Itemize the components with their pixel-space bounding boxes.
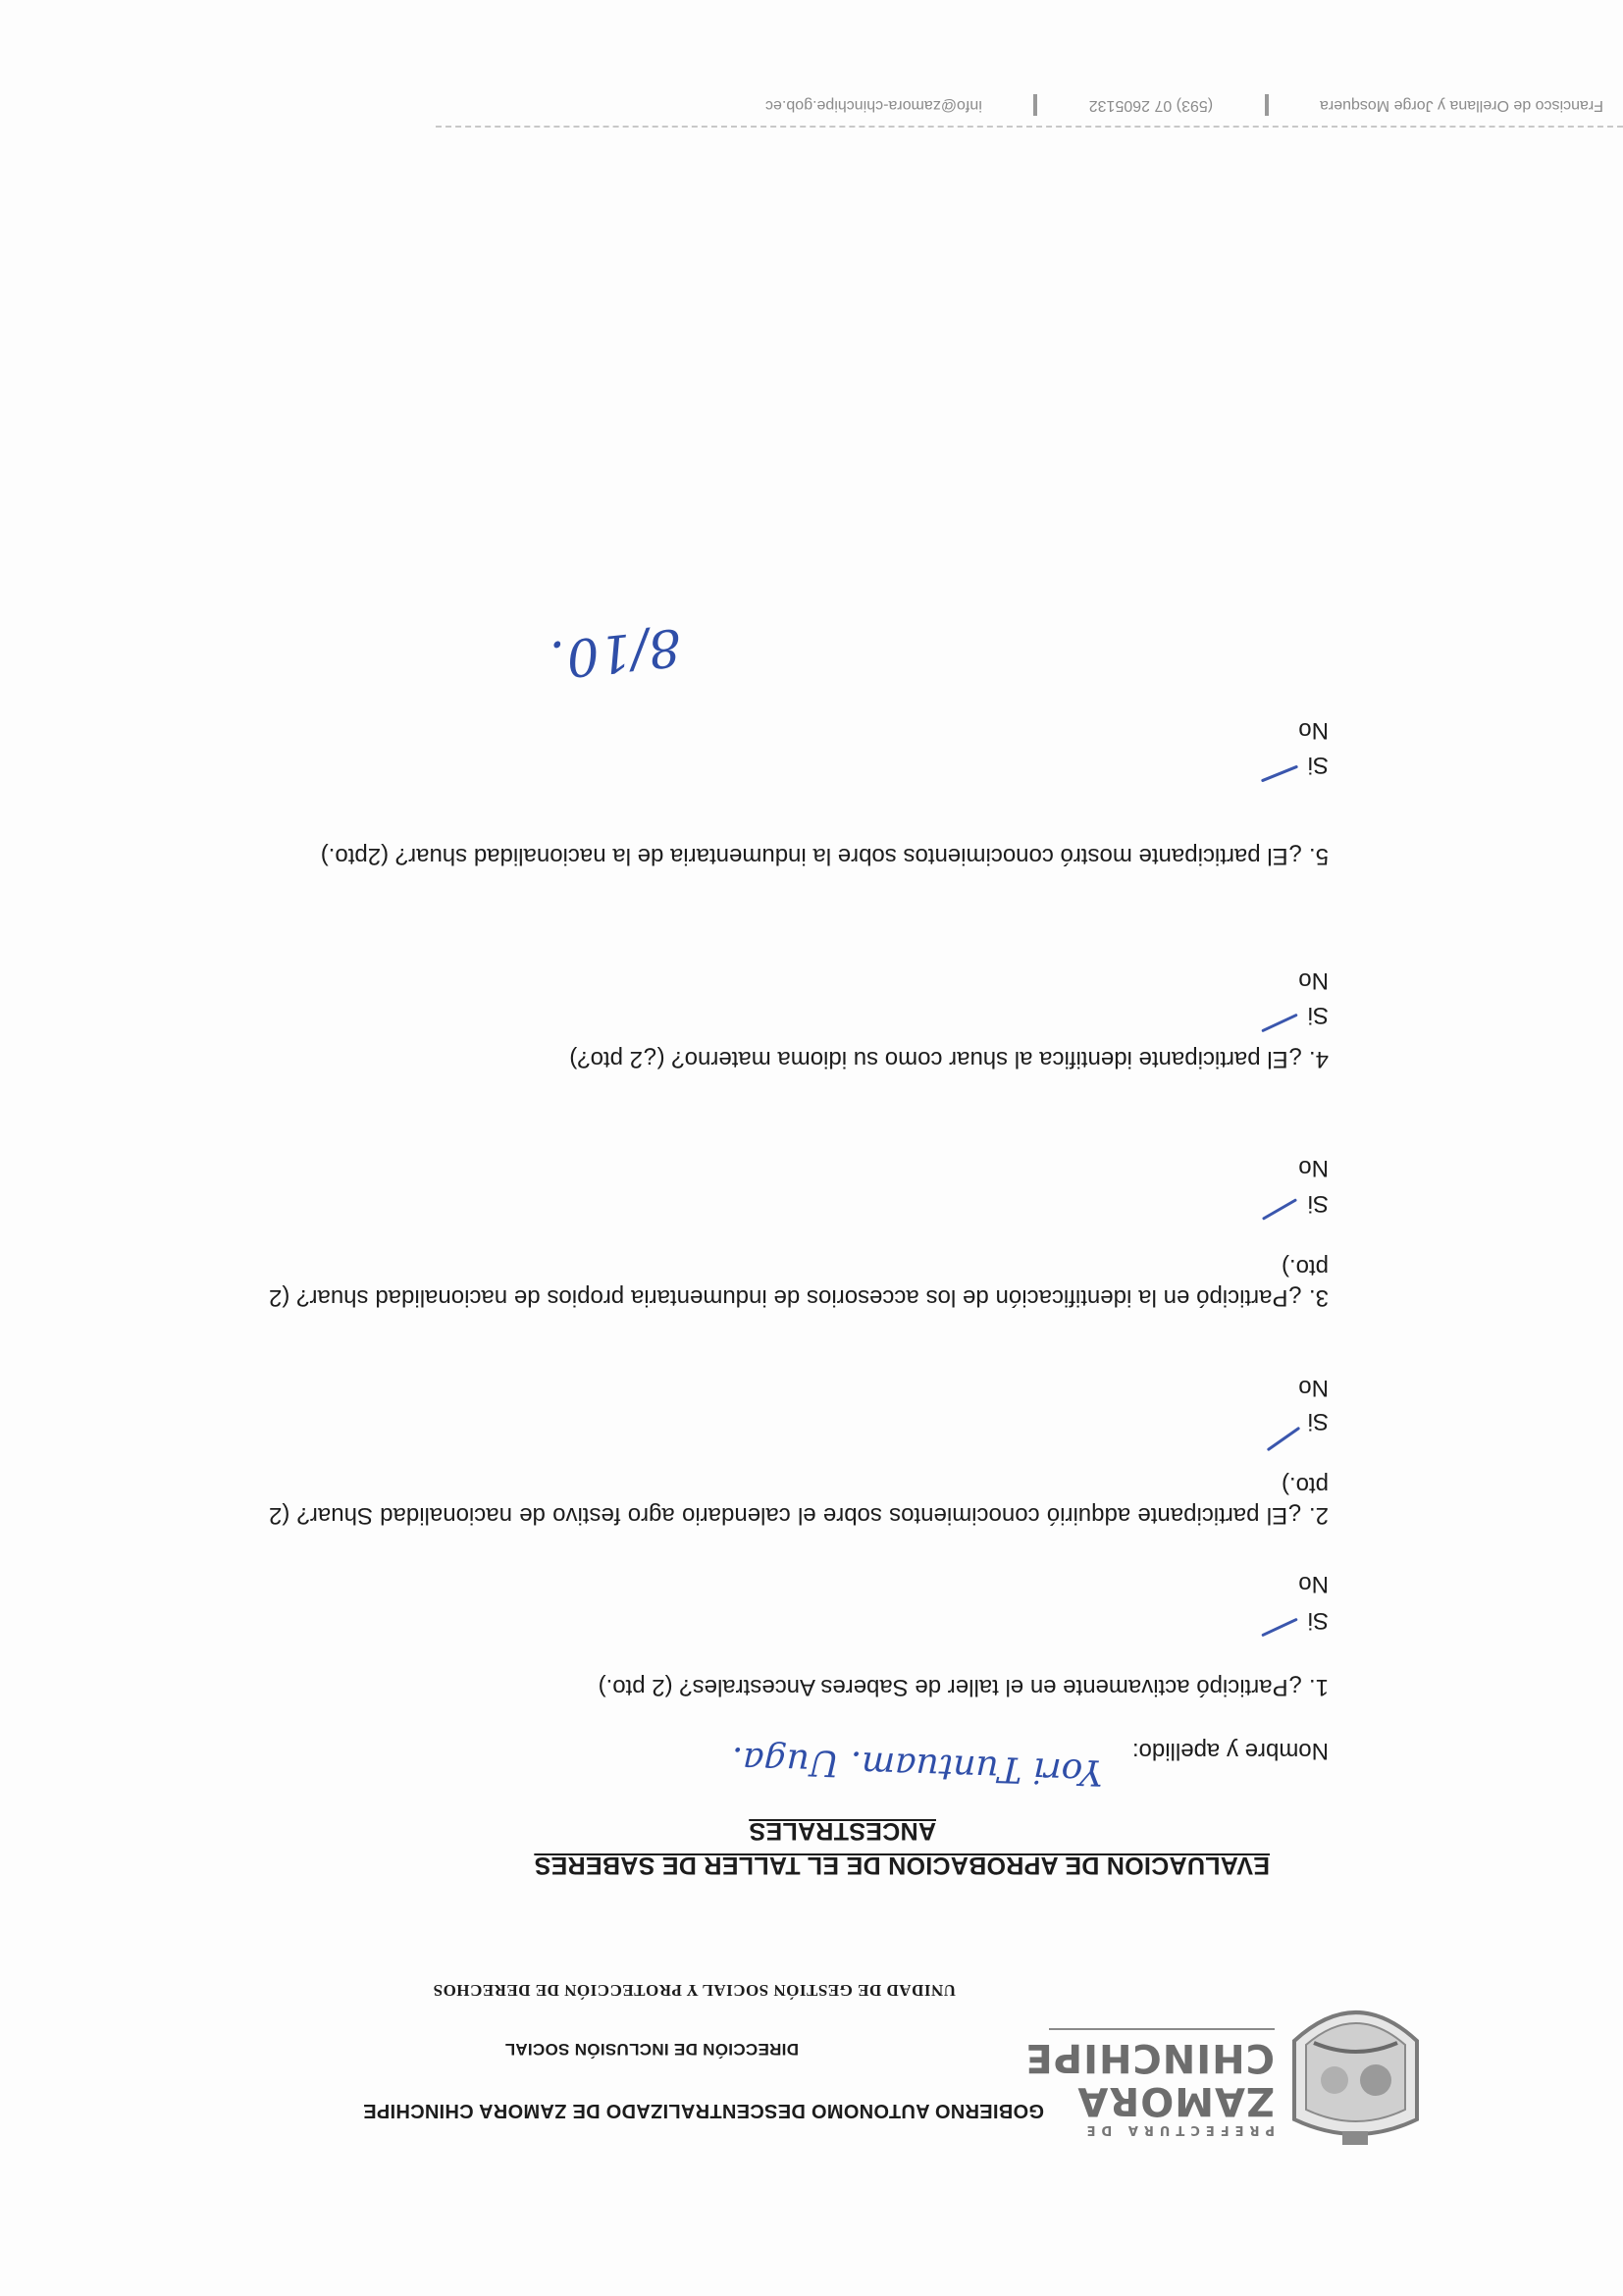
document-title-line1: EVALUACION DE APROBACION DE EL TALLER DE SABERES — [534, 1852, 1270, 1879]
question-3-text: ¿Participó en la identificación de los accesorios de indumentaria propios de nacionalidad shuar? (2 pto.) — [269, 1254, 1329, 1311]
question-2-no: No — [1298, 1375, 1329, 1401]
question-4-text: ¿El participante identifica al shuar como su idioma materno? (¿2 pto?) — [569, 1046, 1303, 1072]
question-1-check-mark — [1261, 1618, 1298, 1638]
logo-small-text: PREFECTURA DE — [1080, 2122, 1275, 2137]
question-3-yes: Si — [1307, 1190, 1329, 1217]
government-heading: GOBIERNO AUTONOMO DESCENTRALIZADO DE ZAMORA CHINCHIPE — [362, 2100, 1044, 2121]
question-4-no: No — [1298, 967, 1329, 994]
logo-rule — [1049, 2028, 1275, 2030]
question-3-check-mark — [1262, 1198, 1297, 1221]
footer-phone: (593) 07 2605132 — [1088, 96, 1214, 114]
question-2-number: 2. — [1308, 1502, 1329, 1529]
question-5-yes: Si — [1307, 752, 1329, 778]
question-5 — [269, 841, 1329, 871]
question-1-yes: Si — [1307, 1607, 1329, 1634]
question-1-number: 1. — [1308, 1674, 1329, 1700]
question-5-check-mark — [1261, 765, 1298, 783]
footer — [765, 94, 1603, 116]
question-1-no: No — [1298, 1571, 1329, 1597]
footer-email: info@zamora-chinchipe.gob.ec — [765, 96, 982, 114]
question-4-number: 4. — [1308, 1046, 1329, 1072]
question-5-number: 5. — [1308, 843, 1329, 869]
handwritten-score: 8/10. — [547, 616, 684, 689]
question-1-text: ¿Participó activamente en el taller de Saberes Ancestrales? (2 pto.) — [598, 1674, 1303, 1700]
question-3-no: No — [1298, 1155, 1329, 1181]
unit-heading: UNIDAD DE GESTIÓN SOCIAL Y PROTECCIÓN DE DERECHOS — [433, 1981, 956, 2000]
question-3 — [269, 1252, 1329, 1313]
logo-line1: ZAMORA — [1076, 2078, 1275, 2123]
coat-of-arms-icon — [1284, 1984, 1427, 2149]
footer-separator — [1033, 94, 1037, 116]
question-4-check-mark — [1261, 1014, 1298, 1033]
prefectura-logo — [966, 1982, 1427, 2149]
footer-address: Francisco de Orellana y Jorge Mosquera — [1319, 96, 1603, 114]
document-title-line2: ANCESTRALES — [749, 1817, 936, 1845]
question-4-yes: Si — [1307, 1002, 1329, 1028]
question-2-yes: Si — [1307, 1408, 1329, 1435]
question-5-no: No — [1298, 717, 1329, 744]
question-2-text: ¿El participante adquirió conocimientos sobre el calendario agro festivo de nacionalidad Shuar? (2 pto.) — [269, 1472, 1329, 1529]
logo-line2: CHINCHIPE — [1024, 2035, 1275, 2080]
direction-heading: DIRECCIÓN DE INCLUSIÓN SOCIAL — [504, 2040, 799, 2059]
question-3-number: 3. — [1308, 1284, 1329, 1311]
handwritten-name: Yori Tuntuam. Uuga. — [730, 1739, 1104, 1793]
footer-separator — [1265, 94, 1269, 116]
footer-divider — [436, 125, 1623, 128]
question-4 — [269, 1044, 1329, 1074]
question-5-text: ¿El participante mostró conocimientos sobre la indumentaria de la nacionalidad shuar? (2pto.) — [320, 843, 1303, 869]
question-2 — [269, 1470, 1329, 1531]
name-label: Nombre y apellido: — [1131, 1738, 1329, 1764]
question-2-check-mark — [1267, 1427, 1300, 1451]
question-1 — [269, 1672, 1329, 1702]
